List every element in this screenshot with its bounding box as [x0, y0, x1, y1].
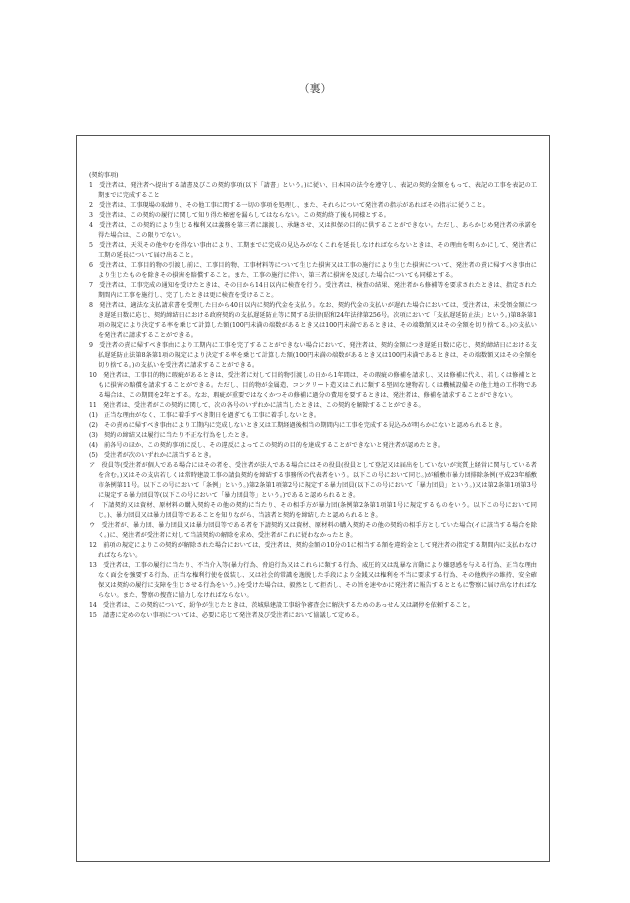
- clause-11-item-1: (1) 正当な理由がなく、工事に着手すべき期日を過ぎても工事に着手しないとき。: [89, 412, 321, 419]
- clause-12: 12 前項の規定によりこの契約が解除された場合においては、受注者は、契約金額の10分の1に相当する額を違約金として発注者の指定する期間内に支払わなければならない。: [89, 542, 537, 559]
- clause-11: 11 発注者は、受注者がこの契約に関して、次の各号のいずれかに該当したときは、この契約を解除することができる。: [89, 402, 425, 409]
- clause-10: 10 発注者は、工事目的物に瑕疵があるときは、受注者に対して目的物引渡しの日から1年間は、その瑕疵の修補を請求し、又は修補に代え、若しくは修補とともに損害の賠償を請求することができる。ただし、目的物が金属造、コンクリート造又はこれに類する堅固な建物若しくは機械設備その他土地の工作物である場合は、この期間を2年とする。なお、瑕疵が重要ではなくかつその修補に過分の費用を要するときは、発注者は、修補を請求することができない。: [89, 372, 537, 399]
- clause-1: 1 受注者は、発注者へ提出する請書及びこの契約事項(以下「請書」という。)に従い、日本国の法令を遵守し、表記の契約金額をもって、表記の工事を表記の工期までに完成すること: [89, 182, 537, 199]
- clause-11-sub-u: ウ 受注者が、暴力団、暴力団員又は暴力団員等である者を下請契約又は資材、原材料の購入契約その他の契約の相手方としていた場合(イに該当する場合を除く。)に、発注者が受注者に対して当該契約の解除を求め、受注者がこれに従わなかったとき。: [89, 522, 537, 539]
- clause-8: 8 発注者は、適法な支払請求書を受理した日から40日以内に契約代金を支払う。なお、契約代金の支払いが遅れた場合においては、受注者は、未受領金額につき遅延日数に応じ、契約締結日における政府契約の支払遅延防止等に関する法律(昭和24年法律第256号。次項において「支払遅延防止法」という。)第8条第1項の規定により決定する率を乗じて計算した額(100円未満の端数があるとき又は100円未満であるときは、その端数額又はその全額を切り捨てる。)の支払いを発注者に請求することができる。: [89, 302, 537, 339]
- clause-4: 4 受注者は、この契約により生じる権利又は義務を第三者に譲渡し、承継させ、又は担保の目的に供することができない。ただし、あらかじめ発注者の承諾を得た場合は、この限りでない。: [89, 222, 537, 239]
- clause-3: 3 受注者は、この契約の履行に関して知り得た秘密を漏らしてはならない。この契約終了後も同様とする。: [89, 212, 390, 219]
- clause-11-sub-i: イ 下請契約又は資材、原材料の購入契約その他の契約に当たり、その相手方が暴力団(条例第2条第1項第1号に規定するものをいう。以下この号において同じ。)、暴力団員又は暴力団員等であることを知りながら、当該者と契約を締結したと認められるとき。: [89, 502, 537, 519]
- clause-7: 7 受注者は、工事完成の通知を受けたときは、その日から14日以内に検査を行う。受注者は、検査の結果、発注者から修補等を要求されたときは、指定された期間内に工事を施行し、完了したときは更に検査を受けること。: [89, 282, 537, 299]
- clause-11-item-5: (5) 受注者が次のいずれかに該当するとき。: [89, 452, 216, 459]
- clause-11-item-3: (3) 契約の締結又は履行に当たり不正な行為をしたとき。: [89, 432, 253, 439]
- clause-11-sub-a: ア 役員等(受注者が個人である場合にはその者を、受注者が法人である場合にはその役員(役員として登記又は届出をしていないが実質上経営に関与している者を含む。)又はその支店若しくは常時建設工事の請負契約を締結する事務所の代表者をいう。以下この号において同じ。)が稲敷市暴力団排除条例(平成23年稲敷市条例第11号。以下この号において「条例」という。)第2条第1項第2号に規定する暴力団員(以下この号において「暴力団員」という。)又は第2条第1項第3号に規定する暴力団員等(以下この号において「暴力団員等」という。)であると認められるとき。: [89, 462, 537, 499]
- clause-11-item-2: (2) その責めに帰すべき事由により工期内に完成しないとき又は工期経過後相当の期間内に工事を完成する見込みが明らかにないと認められるとき。: [89, 422, 506, 429]
- section-title: (契約事項): [89, 172, 119, 179]
- clause-14: 14 受注者は、この契約について、紛争が生じたときは、茨城県建設工事紛争審査会に解決するためのあっせん又は調停を依頼すること。: [89, 602, 474, 609]
- clause-13: 13 受注者は、工事の履行に当たり、不当介入等(暴力行為、脅迫行為又はこれらに類する行為、威圧的又は乱暴な言動により嫌悪感を与える行為、正当な理由なく面会を強要する行為、正当な権利行使を仮装し、又は社会的常識を逸脱した手段により金銭又は権利を不当に要求する行為、その他秩序の維持、安全確保又は契約の履行に支障を生じさせる行為をいう。)を受けた場合は、毅然として拒否し、その旨を速やかに発注者に報告するとともに警察に届け出なければならない。また、警察の捜査に協力しなければならない。: [89, 562, 537, 599]
- clause-6: 6 受注者は、工事目的物の引渡し前に、工事目的物、工事材料等について生じた損害又は工事の施行により生じた損害について、発注者の責に帰すべき事由により生じたものを除きその損害を賠償すること。また、工事の施行に伴い、第三者に損害を及ぼした場合についても同様とする。: [89, 262, 537, 279]
- clause-15: 15 請書に定めのない事項については、必要に応じて発注者及び受注者において協議して定める。: [89, 612, 363, 619]
- clause-11-item-4: (4) 前各号のほか、この契約事項に反し、その違反によってこの契約の目的を達成することができないと発注者が認めたとき。: [89, 442, 445, 449]
- contract-terms-frame: [76, 135, 550, 862]
- clause-5: 5 受注者は、天災その他やむを得ない事由により、工期までに完成の見込みがなくこれを延長しなければならないときは、その理由を明らかにして、発注者に工期の延長について届け出ること。: [89, 242, 537, 259]
- clause-2: 2 受注者は、工事現場の取締り、その他工事に関する一切の事項を処理し、また、それらについて発注者の指示があればその指示に従うこと。: [89, 202, 489, 209]
- clause-9: 9 受注者の責に帰すべき事由により工期内に工事を完了することができない場合において、発注者は、契約金額につき遅延日数に応じ、契約締結日における支払遅延防止法第8条第1項の規定により決定する率を乗じて計算した額(100円未満の端数があるとき又は100円未満であるときは、その端数額又はその全額を切り捨てる。)の支払いを受注者に請求することができる。: [89, 342, 537, 369]
- page-heading: （裏）: [298, 82, 332, 95]
